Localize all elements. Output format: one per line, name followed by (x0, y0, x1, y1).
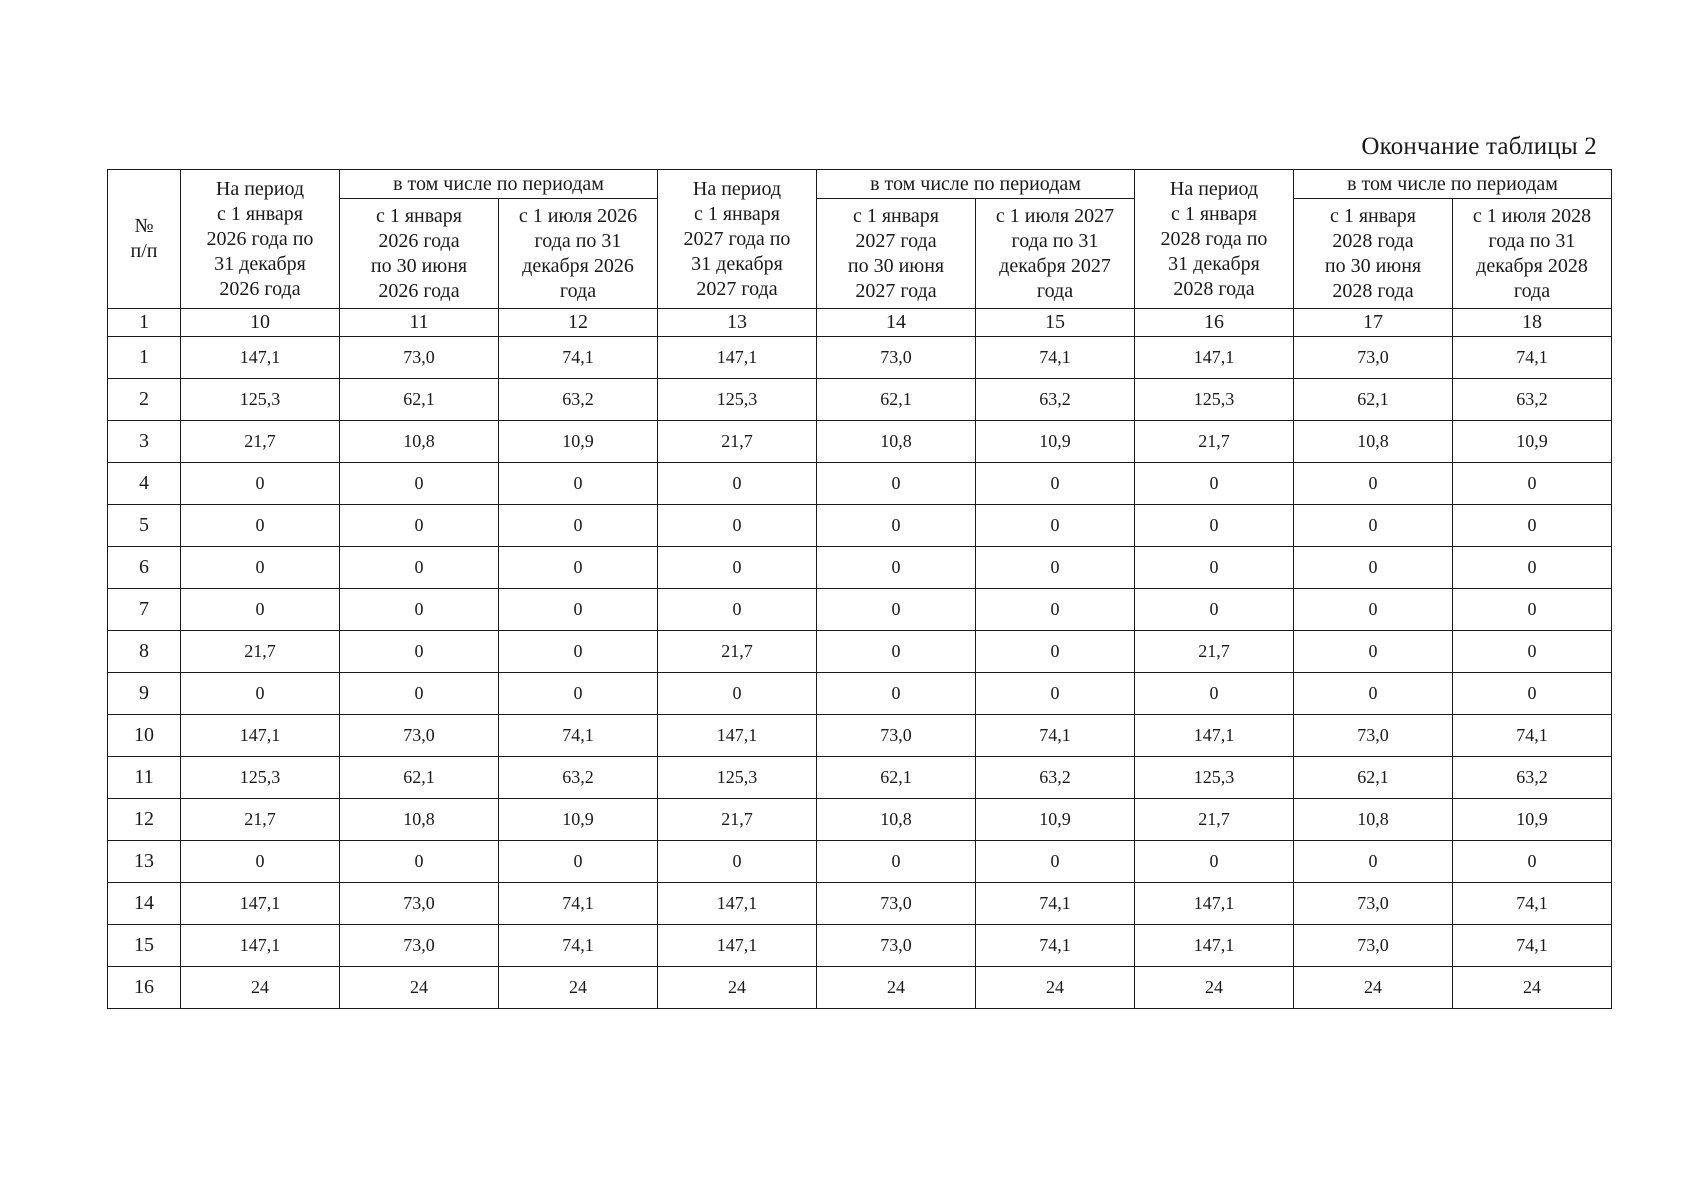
table-cell: 0 (1453, 673, 1612, 715)
table-cell: 0 (340, 673, 499, 715)
table-row (108, 715, 1612, 757)
table-cell: 73,0 (340, 925, 499, 967)
table-cell: 0 (658, 841, 817, 883)
table-row (108, 631, 1612, 673)
table-cell: 0 (1453, 505, 1612, 547)
row-number: 8 (108, 631, 181, 673)
table-cell: 0 (340, 841, 499, 883)
table-cell: 125,3 (1135, 757, 1294, 799)
table-row (108, 925, 1612, 967)
row-number: 10 (108, 715, 181, 757)
row-number: 7 (108, 589, 181, 631)
column-number: 18 (1453, 309, 1612, 337)
table-cell: 10,8 (340, 421, 499, 463)
table-cell: 62,1 (340, 757, 499, 799)
data-table (107, 169, 1612, 1009)
header-period-total: На период с 1 января 2026 года по 31 декабря 2026 года (181, 170, 340, 309)
table-cell: 62,1 (1294, 757, 1453, 799)
table-cell: 0 (976, 631, 1135, 673)
table-cell: 0 (1294, 631, 1453, 673)
table-cell: 24 (817, 967, 976, 1009)
row-number: 16 (108, 967, 181, 1009)
table-cell: 10,9 (499, 421, 658, 463)
table-row (108, 421, 1612, 463)
table-cell: 0 (976, 505, 1135, 547)
table-row (108, 337, 1612, 379)
table-row (108, 505, 1612, 547)
column-number: 16 (1135, 309, 1294, 337)
table-cell: 0 (1135, 841, 1294, 883)
table-cell: 10,8 (1294, 421, 1453, 463)
table-cell: 0 (499, 463, 658, 505)
table-cell: 74,1 (976, 925, 1135, 967)
table-cell: 62,1 (1294, 379, 1453, 421)
table-cell: 147,1 (1135, 337, 1294, 379)
table-row (108, 883, 1612, 925)
table-cell: 10,8 (340, 799, 499, 841)
table-cell: 0 (658, 673, 817, 715)
table-cell: 0 (1453, 463, 1612, 505)
table-cell: 24 (976, 967, 1135, 1009)
table-cell: 0 (817, 673, 976, 715)
table-cell: 0 (1453, 589, 1612, 631)
table-cell: 0 (499, 505, 658, 547)
table-row (108, 757, 1612, 799)
table-cell: 74,1 (976, 883, 1135, 925)
table-cell: 21,7 (181, 421, 340, 463)
table-cell: 0 (499, 547, 658, 589)
row-number: 4 (108, 463, 181, 505)
table-cell: 0 (181, 589, 340, 631)
table-cell: 74,1 (1453, 925, 1612, 967)
table-cell: 0 (1135, 589, 1294, 631)
header-first-half: с 1 января 2028 года по 30 июня 2028 года (1294, 199, 1453, 309)
table-cell: 0 (181, 673, 340, 715)
table-cell: 24 (1453, 967, 1612, 1009)
table-cell: 0 (1135, 673, 1294, 715)
table-cell: 0 (1453, 841, 1612, 883)
table-cell: 0 (1294, 505, 1453, 547)
row-number: 15 (108, 925, 181, 967)
header-second-half: с 1 июля 2026 года по 31 декабря 2026 года (499, 199, 658, 309)
column-number: 10 (181, 309, 340, 337)
table-cell: 0 (817, 589, 976, 631)
header-second-half: с 1 июля 2028 года по 31 декабря 2028 года (1453, 199, 1612, 309)
table-cell: 63,2 (1453, 379, 1612, 421)
table-cell: 63,2 (499, 379, 658, 421)
table-cell: 10,9 (976, 421, 1135, 463)
table-cell: 147,1 (658, 337, 817, 379)
header-subperiods: в том числе по периодам (340, 170, 658, 199)
table-cell: 21,7 (1135, 631, 1294, 673)
table-cell: 0 (1294, 673, 1453, 715)
table-cell: 63,2 (1453, 757, 1612, 799)
column-number-row (108, 309, 1612, 337)
row-number: 13 (108, 841, 181, 883)
table-cell: 73,0 (817, 715, 976, 757)
table-cell: 0 (181, 547, 340, 589)
table-cell: 74,1 (499, 925, 658, 967)
column-number: 15 (976, 309, 1135, 337)
table-cell: 125,3 (181, 757, 340, 799)
table-cell: 73,0 (1294, 883, 1453, 925)
header-period-total: На период с 1 января 2027 года по 31 декабря 2027 года (658, 170, 817, 309)
table-cell: 73,0 (340, 715, 499, 757)
table-cell: 73,0 (1294, 715, 1453, 757)
table-cell: 0 (499, 841, 658, 883)
table-header (108, 170, 1612, 309)
table-cell: 24 (499, 967, 658, 1009)
table-cell: 0 (1294, 547, 1453, 589)
table-cell: 125,3 (1135, 379, 1294, 421)
table-cell: 0 (658, 463, 817, 505)
table-cell: 125,3 (658, 757, 817, 799)
table-cell: 147,1 (181, 925, 340, 967)
column-number: 12 (499, 309, 658, 337)
header-subperiods: в том числе по периодам (817, 170, 1135, 199)
table-cell: 0 (340, 547, 499, 589)
row-number: 11 (108, 757, 181, 799)
table-row (108, 967, 1612, 1009)
table-cell: 21,7 (658, 799, 817, 841)
table-cell: 74,1 (1453, 883, 1612, 925)
table-cell: 24 (1294, 967, 1453, 1009)
table-row (108, 547, 1612, 589)
table-cell: 10,9 (1453, 421, 1612, 463)
table-cell: 0 (499, 673, 658, 715)
column-number: 17 (1294, 309, 1453, 337)
row-number: 9 (108, 673, 181, 715)
row-number: 12 (108, 799, 181, 841)
table-cell: 0 (817, 841, 976, 883)
table-cell: 147,1 (181, 883, 340, 925)
header-second-half: с 1 июля 2027 года по 31 декабря 2027 года (976, 199, 1135, 309)
table-cell: 0 (976, 673, 1135, 715)
table-cell: 147,1 (658, 883, 817, 925)
header-period-total: На период с 1 января 2028 года по 31 декабря 2028 года (1135, 170, 1294, 309)
table-cell: 125,3 (181, 379, 340, 421)
table-cell: 74,1 (976, 715, 1135, 757)
table-cell: 73,0 (340, 337, 499, 379)
column-number: 11 (340, 309, 499, 337)
table-cell: 0 (658, 589, 817, 631)
table-cell: 63,2 (976, 379, 1135, 421)
table-caption: Окончание таблицы 2 (1361, 133, 1597, 160)
header-first-half: с 1 января 2027 года по 30 июня 2027 года (817, 199, 976, 309)
table-cell: 0 (1453, 631, 1612, 673)
table-cell: 74,1 (499, 883, 658, 925)
table-cell: 10,9 (1453, 799, 1612, 841)
table-cell: 0 (181, 505, 340, 547)
table-cell: 74,1 (976, 337, 1135, 379)
table-cell: 10,8 (817, 799, 976, 841)
row-number: 6 (108, 547, 181, 589)
table-cell: 0 (1135, 547, 1294, 589)
table-cell: 21,7 (1135, 421, 1294, 463)
table-cell: 10,8 (817, 421, 976, 463)
table-cell: 0 (1294, 841, 1453, 883)
table-cell: 147,1 (1135, 715, 1294, 757)
table-cell: 147,1 (181, 337, 340, 379)
table-cell: 0 (340, 631, 499, 673)
table-cell: 62,1 (817, 757, 976, 799)
table-cell: 10,9 (499, 799, 658, 841)
table-cell: 0 (817, 505, 976, 547)
table-cell: 74,1 (1453, 337, 1612, 379)
table-cell: 24 (181, 967, 340, 1009)
table-cell: 62,1 (340, 379, 499, 421)
row-number: 1 (108, 337, 181, 379)
table-cell: 21,7 (1135, 799, 1294, 841)
table-cell: 0 (1135, 463, 1294, 505)
table-cell: 0 (340, 589, 499, 631)
row-number: 3 (108, 421, 181, 463)
table-row (108, 589, 1612, 631)
table-cell: 0 (1135, 505, 1294, 547)
table-cell: 0 (976, 589, 1135, 631)
table-cell: 21,7 (658, 631, 817, 673)
row-number: 5 (108, 505, 181, 547)
header-row-number: № п/п (108, 170, 181, 309)
table-cell: 0 (340, 463, 499, 505)
table-cell: 73,0 (340, 883, 499, 925)
table-cell: 21,7 (181, 631, 340, 673)
table-cell: 147,1 (181, 715, 340, 757)
table-cell: 147,1 (658, 715, 817, 757)
table-cell: 73,0 (817, 883, 976, 925)
table-cell: 147,1 (1135, 925, 1294, 967)
row-number: 14 (108, 883, 181, 925)
table-row (108, 673, 1612, 715)
table-cell: 0 (181, 463, 340, 505)
table-cell: 147,1 (658, 925, 817, 967)
table-cell: 0 (976, 841, 1135, 883)
table-row (108, 841, 1612, 883)
column-number: 1 (108, 309, 181, 337)
table-cell: 0 (1294, 589, 1453, 631)
table-cell: 0 (340, 505, 499, 547)
header-subperiods: в том числе по периодам (1294, 170, 1612, 199)
table-cell: 0 (976, 547, 1135, 589)
header-row-periods (108, 170, 1612, 199)
table-cell: 21,7 (658, 421, 817, 463)
table-cell: 0 (658, 547, 817, 589)
table-cell: 73,0 (1294, 925, 1453, 967)
table-row (108, 799, 1612, 841)
table-row (108, 463, 1612, 505)
table-cell: 0 (499, 589, 658, 631)
table-cell: 24 (340, 967, 499, 1009)
table-cell: 24 (1135, 967, 1294, 1009)
table-cell: 125,3 (658, 379, 817, 421)
table-cell: 74,1 (499, 337, 658, 379)
table-cell: 73,0 (1294, 337, 1453, 379)
table-cell: 0 (817, 631, 976, 673)
table-cell: 73,0 (817, 925, 976, 967)
table-cell: 74,1 (1453, 715, 1612, 757)
table-cell: 0 (817, 463, 976, 505)
table-cell: 0 (976, 463, 1135, 505)
table-cell: 0 (181, 841, 340, 883)
table-cell: 0 (1453, 547, 1612, 589)
table-cell: 24 (658, 967, 817, 1009)
column-number: 14 (817, 309, 976, 337)
table-row (108, 379, 1612, 421)
table-body (108, 309, 1612, 1009)
table-cell: 0 (499, 631, 658, 673)
table-cell: 63,2 (976, 757, 1135, 799)
table-cell: 63,2 (499, 757, 658, 799)
table-cell: 74,1 (499, 715, 658, 757)
table-cell: 62,1 (817, 379, 976, 421)
table-cell: 147,1 (1135, 883, 1294, 925)
row-number: 2 (108, 379, 181, 421)
table-cell: 0 (658, 505, 817, 547)
table-cell: 10,8 (1294, 799, 1453, 841)
column-number: 13 (658, 309, 817, 337)
table-cell: 0 (1294, 463, 1453, 505)
header-first-half: с 1 января 2026 года по 30 июня 2026 года (340, 199, 499, 309)
table-cell: 10,9 (976, 799, 1135, 841)
table-cell: 0 (817, 547, 976, 589)
table-cell: 73,0 (817, 337, 976, 379)
table-cell: 21,7 (181, 799, 340, 841)
